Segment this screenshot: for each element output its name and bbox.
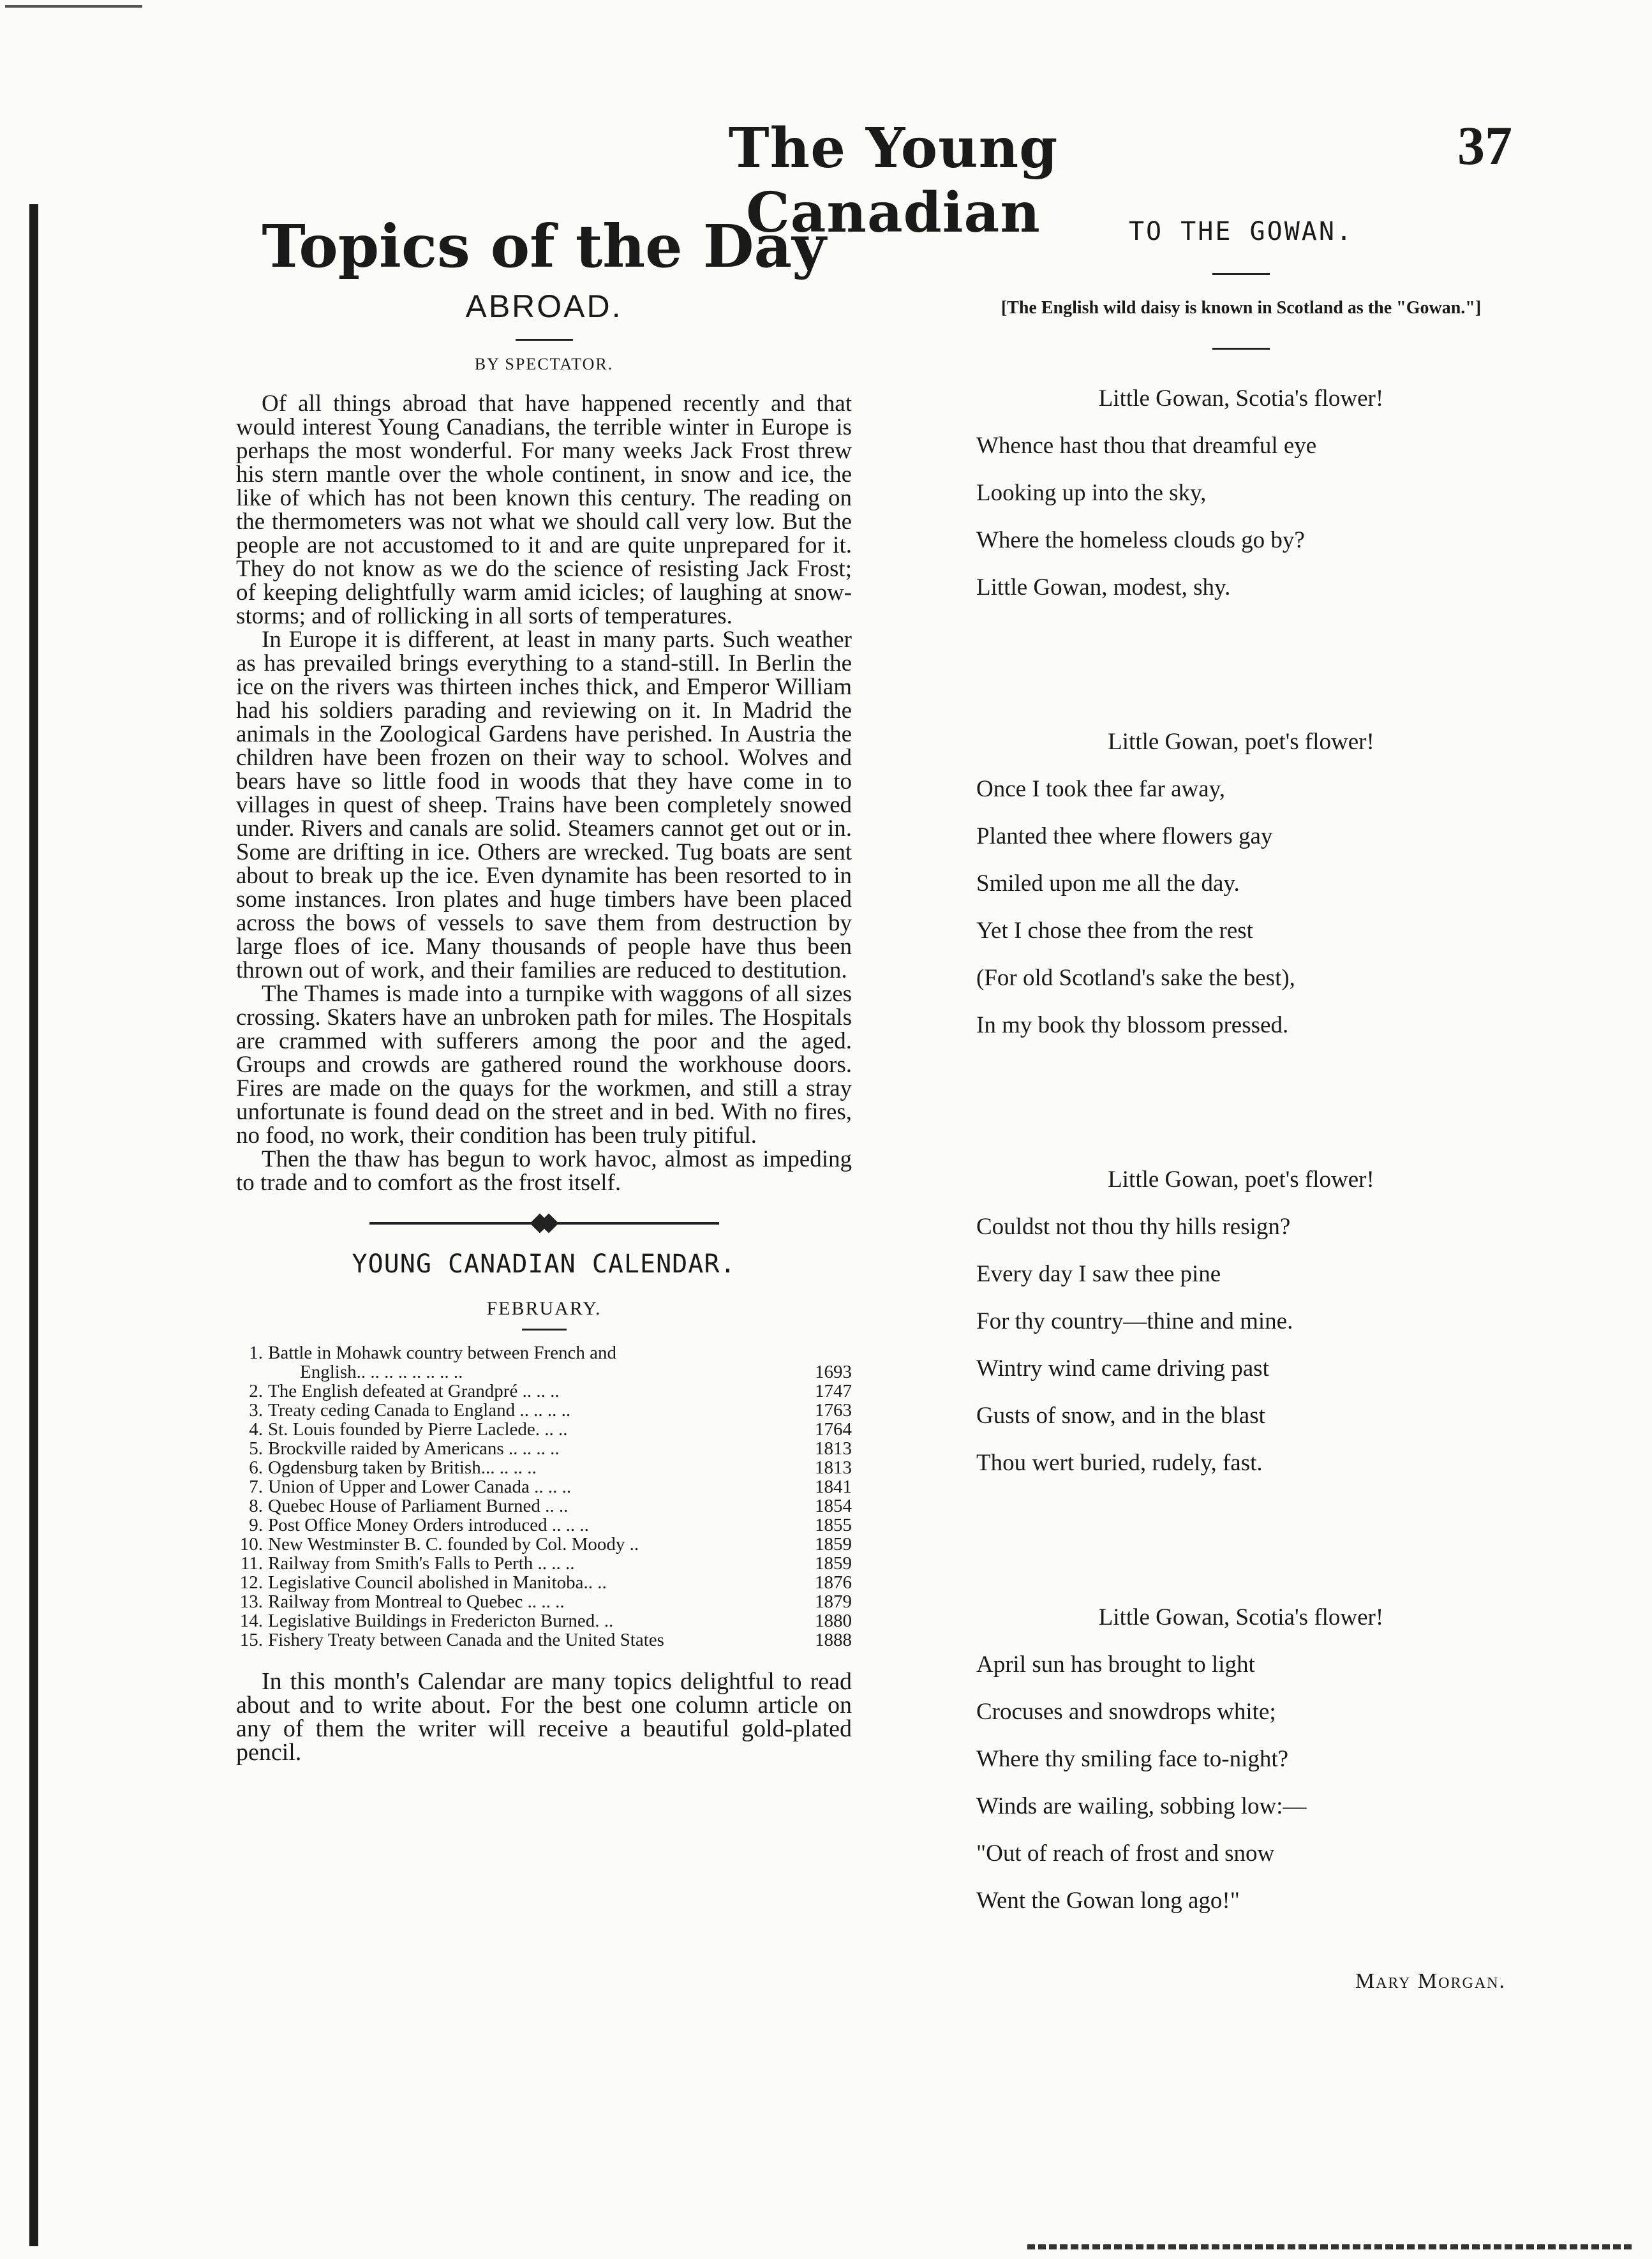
entry-number: 4. [249, 1419, 263, 1440]
calendar-list [236, 1343, 852, 1650]
entry-event-continued: English.. .. .. .. .. .. .. .. [300, 1361, 463, 1382]
entry-year: 1888 [815, 1629, 852, 1650]
entry-number: 9. [249, 1514, 263, 1535]
verse-line: For thy country—thine and mine. [976, 1308, 1293, 1334]
article-paragraph: In Europe it is different, at least in many parts. Such weather as has prevailed brings everything to a stand-still. In Berlin the ice on the rivers was thirteen inches thick, and Emperor William had his soldiers parading and reviewing on it. In Madrid the animals in the Zoological Gardens have perished. In Austria the children have been frozen on their way to school. Wolves and bears have so little food in woods that they have come in to villages in quest of sheep. Trains have been completely snowed under. Rivers and canals are solid. Steamers cannot get out or in. Some are drifting in ice. Others are wrecked. Tug boats are sent about to break up the ice. Even dynamite has been resorted to in some instances. Iron plates and huge timbers have been placed across the bows of vessels to save them from destruction by large floes of ice. Many thousands of people have thus been thrown out of work, and their families are reduced to destitution. [236, 626, 852, 983]
entry-year: 1880 [815, 1610, 852, 1631]
right-column [976, 211, 1506, 1994]
stanza [976, 1156, 1506, 1487]
entry-event: Treaty ceding Canada to England .. .. .. .. [268, 1399, 571, 1420]
entry-year: 1813 [815, 1457, 852, 1478]
verse-line: Where thy smiling face to-night? [976, 1746, 1289, 1772]
entry-year: 1876 [815, 1572, 852, 1593]
verse-line: Once I took thee far away, [976, 776, 1226, 802]
calendar-entry [236, 1382, 852, 1401]
verse-line: (For old Scotland's sake the best), [976, 965, 1295, 991]
calendar-entry [236, 1477, 852, 1496]
entry-number: 12. [239, 1572, 263, 1593]
calendar-month: FEBRUARY. [486, 1297, 602, 1319]
entry-year: 1854 [815, 1495, 852, 1516]
stanza [976, 375, 1506, 611]
entry-number: 2. [249, 1380, 263, 1401]
divider [1212, 348, 1270, 350]
entry-number: 1. [249, 1342, 263, 1363]
calendar-entry [236, 1343, 852, 1362]
entry-year: 1813 [815, 1438, 852, 1459]
stanza [976, 719, 1506, 1049]
entry-number: 11. [240, 1553, 263, 1574]
entry-event: Battle in Mohawk country between French and [268, 1342, 617, 1363]
page-edge-mark [5, 5, 142, 8]
stanza [976, 1594, 1506, 1925]
entry-year: 1855 [815, 1514, 852, 1535]
entry-event: Ogdensburg taken by British... .. .. .. [268, 1457, 537, 1478]
entry-year: 1764 [815, 1419, 852, 1440]
entry-event: Legislative Council abolished in Manitoba.. .. [268, 1572, 607, 1593]
stanza-head: Little Gowan, Scotia's flower! [1098, 1604, 1384, 1630]
entry-event: The English defeated at Grandpré .. .. .. [268, 1380, 560, 1401]
entry-number: 3. [249, 1399, 263, 1420]
verse-line: In my book thy blossom pressed. [976, 1012, 1289, 1038]
page-number: 37 [1457, 115, 1512, 176]
entry-event: Union of Upper and Lower Canada .. .. .. [268, 1476, 572, 1497]
verse-line: Whence hast thou that dreamful eye [976, 433, 1317, 459]
verse-line: April sun has brought to light [976, 1651, 1255, 1678]
verse-line: Where the homeless clouds go by? [976, 527, 1305, 553]
entry-number: 7. [249, 1476, 263, 1497]
stanza-head: Little Gowan, poet's flower! [1108, 729, 1374, 755]
calendar-entry [236, 1458, 852, 1477]
poem-note: [The English wild daisy is known in Scotland as the "Gowan."] [1001, 298, 1482, 318]
left-column [236, 211, 852, 1789]
verse-line: Planted thee where flowers gay [976, 823, 1273, 849]
calendar-entry-continuation [236, 1362, 852, 1382]
page-bottom-mark [1027, 2244, 1633, 2249]
verse-line: Crocuses and snowdrops white; [976, 1699, 1276, 1725]
entry-event: Fishery Treaty between Canada and the United States [268, 1629, 664, 1650]
verse-line: Couldst not thou thy hills resign? [976, 1214, 1291, 1240]
verse-line: Smiled upon me all the day. [976, 870, 1240, 897]
verse-line: Wintry wind came driving past [976, 1355, 1269, 1382]
poem-title: TO THE GOWAN. [1128, 217, 1354, 246]
calendar-entry [236, 1630, 852, 1650]
divider [522, 1329, 567, 1331]
verse-line: Every day I saw thee pine [976, 1261, 1221, 1287]
byline: BY SPECTATOR. [474, 354, 614, 373]
verse-line: "Out of reach of frost and snow [976, 1840, 1275, 1867]
stanza-head: Little Gowan, poet's flower! [1108, 1167, 1374, 1193]
calendar-entry [236, 1611, 852, 1630]
entry-event: Railway from Montreal to Quebec .. .. .. [268, 1591, 565, 1612]
ornament-divider [236, 1216, 852, 1230]
calendar-closing: In this month's Calendar are many topics delightful to read about and to write about. For the best one column article on any of them the writer will receive a beautiful gold-plated pencil. [236, 1667, 852, 1766]
entry-year: 1859 [815, 1533, 852, 1554]
calendar-entry [236, 1496, 852, 1516]
running-title: The Young Canadian [728, 116, 1059, 245]
verse-line: Gusts of snow, and in the blast [976, 1403, 1265, 1429]
calendar-entry [236, 1554, 852, 1573]
entry-number: 13. [239, 1591, 263, 1612]
entry-event: New Westminster B. C. founded by Col. Moody .. [268, 1533, 639, 1554]
entry-number: 6. [249, 1457, 263, 1478]
entry-number: 10. [239, 1533, 263, 1554]
verse-line: Looking up into the sky, [976, 480, 1207, 506]
section-subtitle: ABROAD. [465, 288, 623, 324]
article-paragraph: Of all things abroad that have happened recently and that would interest Young Canadians, the terrible winter in Europe is perhaps the most wonderful. For many weeks Jack Frost threw his stern mantle over the whole continent, in snow and ice, the like of which has not been known this century. The reading on the thermometers was not what we should call very low. But the people are not accustomed to it and are quite unprepared for it. They do not know as we do the science of resisting Jack Frost; of keeping delightfully warm amid icicles; of laughing at snow-storms; and of rollicking in all sorts of temperatures. [236, 390, 852, 629]
calendar-entry [236, 1401, 852, 1420]
verse-line: Little Gowan, modest, shy. [976, 574, 1231, 600]
entry-event: Brockville raided by Americans .. .. .. .. [268, 1438, 560, 1459]
entry-event: Legislative Buildings in Fredericton Burned. .. [268, 1610, 614, 1631]
entry-year: 1693 [815, 1361, 852, 1382]
entry-event: Railway from Smith's Falls to Perth .. .. .. [268, 1553, 575, 1574]
poem-author: Mary Morgan. [1355, 1969, 1506, 1993]
article-paragraph: Then the thaw has begun to work havoc, almost as impeding to trade and to comfort as the frost itself. [236, 1145, 852, 1196]
verse-line: Went the Gowan long ago!" [976, 1888, 1240, 1914]
entry-year: 1747 [815, 1380, 852, 1401]
calendar-entry [236, 1573, 852, 1592]
entry-number: 8. [249, 1495, 263, 1516]
section-title: Topics of the Day [262, 212, 826, 281]
verse-line: Winds are wailing, sobbing low:— [976, 1793, 1307, 1819]
calendar-entry [236, 1420, 852, 1439]
divider [516, 339, 573, 341]
entry-year: 1879 [815, 1591, 852, 1612]
calendar-entry [236, 1516, 852, 1535]
article-paragraph: The Thames is made into a turnpike with waggons of all sizes crossing. Skaters have an unbroken path for miles. The Hospitals are crammed with sufferers among the poor and the aged. Groups and crowds are gathered round the workhouse doors. Fires are made on the quays for the workmen, and still a stray unfortunate is found dead on the street and in bed. With no fires, no food, no work, their condition has been truly pitiful. [236, 980, 852, 1149]
divider [1212, 273, 1270, 275]
entry-number: 15. [239, 1629, 263, 1650]
calendar-title: YOUNG CANADIAN CALENDAR. [352, 1249, 736, 1279]
calendar-entry [236, 1439, 852, 1458]
verse-line: Thou wert buried, rudely, fast. [976, 1450, 1263, 1476]
entry-year: 1841 [815, 1476, 852, 1497]
entry-event: St. Louis founded by Pierre Laclede. .. .. [268, 1419, 568, 1440]
entry-event: Post Office Money Orders introduced .. .. .. [268, 1514, 589, 1535]
verse-line: Yet I chose thee from the rest [976, 918, 1253, 944]
entry-year: 1763 [815, 1399, 852, 1420]
stanza-head: Little Gowan, Scotia's flower! [1098, 385, 1384, 412]
calendar-entry [236, 1592, 852, 1611]
entry-number: 5. [249, 1438, 263, 1459]
binding-edge [29, 204, 38, 2246]
article-body [236, 392, 852, 1195]
calendar-entry [236, 1535, 852, 1554]
entry-event: Quebec House of Parliament Burned .. .. [268, 1495, 569, 1516]
entry-year: 1859 [815, 1553, 852, 1574]
entry-number: 14. [239, 1610, 263, 1631]
